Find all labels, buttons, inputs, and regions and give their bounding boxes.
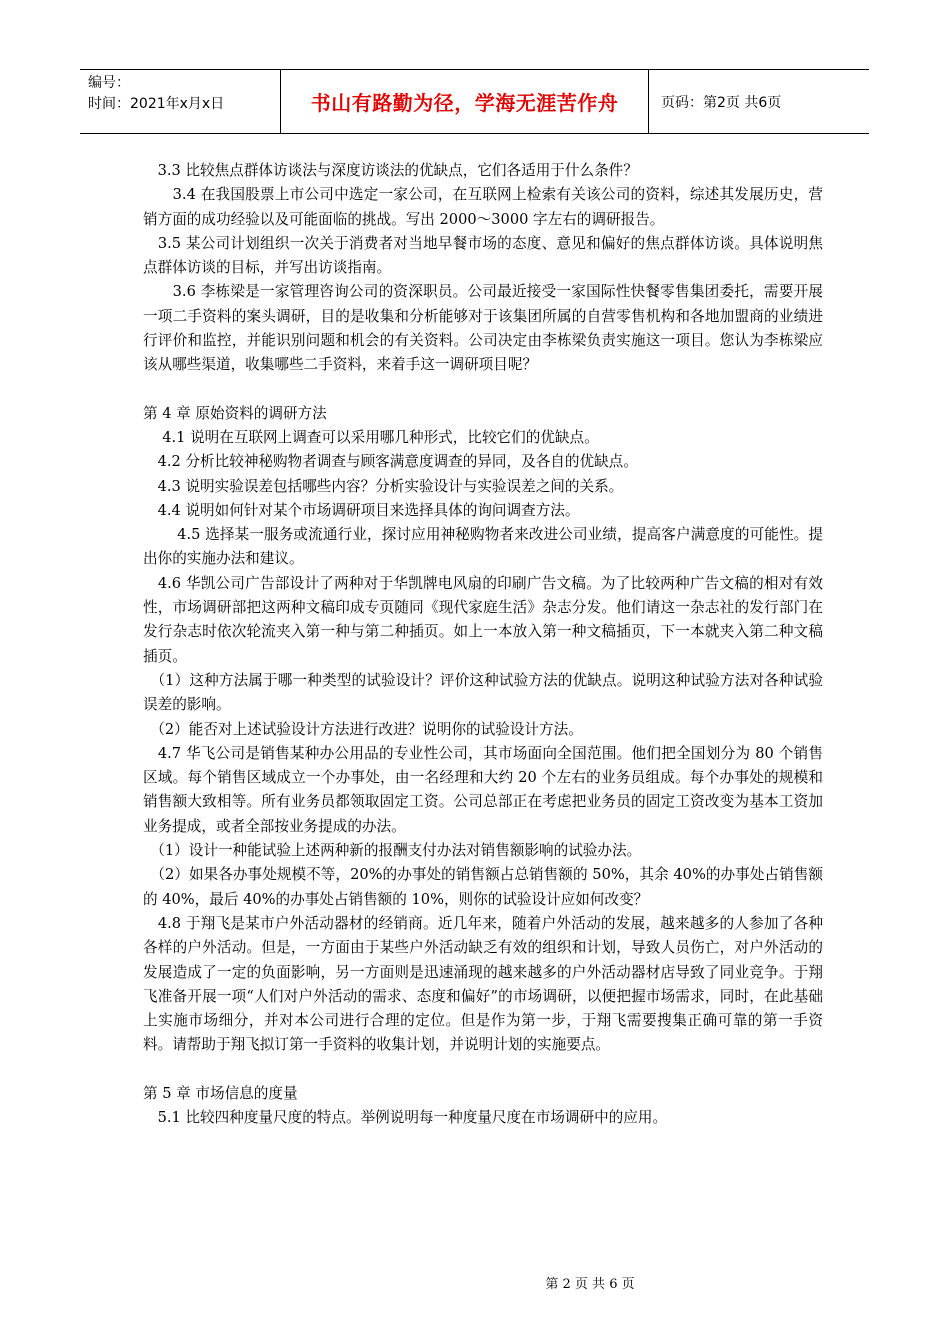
page-header — [80, 69, 869, 134]
header-motto-cell — [281, 70, 649, 133]
document-body — [143, 159, 823, 1130]
document-number-label: 编号： — [88, 75, 130, 91]
document-date: 时间：2021年x月x日 — [88, 96, 225, 112]
chapter-4-title: 第 4 章 原始资料的调研方法 — [143, 404, 327, 422]
paragraph: 3.4 在我国股票上市公司中选定一家公司，在互联网上检索有关该公司的资料，综述其发展历史，营销方面的成功经验以及可能面临的挑战。写出 2000～3000 字左右的调研报告。 — [143, 186, 823, 228]
paragraph: 4.1 说明在互联网上调查可以采用哪几种形式，比较它们的优缺点。 — [143, 428, 599, 446]
paragraph: 4.6 华凯公司广告部设计了两种对于华凯牌电风扇的印刷广告文稿。为了比较两种广告文稿的相对有效性，市场调研部把这两种文稿印成专页随同《现代家庭生活》杂志分发。他们请这一杂志社的发行部门在发行杂志时依次轮流夹入第一种与第二种插页。如上一本放入第一种文稿插页，下一本就夹入第二种文稿插页。 — [143, 574, 823, 665]
header-page-info: 页码：第2页 共6页 — [661, 94, 782, 111]
paragraph: （1）设计一种能试验上述两种新的报酬支付办法对销售额影响的试验办法。 — [143, 842, 642, 860]
paragraph: 4.3 说明实验误差包括哪些内容？分析实验设计与实验误差之间的关系。 — [143, 477, 624, 495]
paragraph: 4.5 选择某一服务或流通行业，探讨应用神秘购物者来改进公司业绩，提高客户满意度的可能性。提出你的实施办法和建议。 — [143, 526, 823, 568]
page-footer — [0, 1273, 950, 1292]
chapter-5-title: 第 5 章 市场信息的度量 — [143, 1084, 298, 1102]
paragraph: 4.8 于翔飞是某市户外活动器材的经销商。近几年来，随着户外活动的发展，越来越多的人参加了各种各样的户外活动。但是，一方面由于某些户外活动缺乏有效的组织和计划，导致人员伤亡，对户外活动的发展造成了一定的负面影响，另一方面则是迅速涌现的越来越多的户外活动器材店导致了同业竞争。于翔飞准备开展一项“人们对户外活动的需求、态度和偏好”的市场调研，以便把握市场需求，同时，在此基础上实施市场细分，并对本公司进行合理的定位。但是作为第一步，于翔飞需要搜集正确可靠的第一手资料。请帮助于翔飞拟订第一手资料的收集计划，并说明计划的实施要点。 — [143, 914, 823, 1054]
paragraph: 5.1 比较四种度量尺度的特点。举例说明每一种度量尺度在市场调研中的应用。 — [143, 1108, 668, 1126]
paragraph: （1）这种方法属于哪一种类型的试验设计？评价这种试验方法的优缺点。说明这种试验方法对各种试验误差的影响。 — [143, 671, 823, 714]
paragraph: （2）能否对上述试验设计方法进行改进？说明你的试验设计方法。 — [143, 720, 583, 738]
page-number: 第 2 页 共 6 页 — [545, 1277, 635, 1292]
paragraph: 3.3 比较焦点群体访谈法与深度访谈法的优缺点，它们各适用于什么条件？ — [143, 162, 638, 179]
paragraph: 4.4 说明如何针对某个市场调研项目来选择具体的询问调查方法。 — [143, 501, 580, 519]
header-meta — [80, 70, 281, 133]
paragraph: 4.7 华飞公司是销售某种办公用品的专业性公司，其市场面向全国范围。他们把全国划分为 80 个销售区域。每个销售区域成立一个办事处，由一名经理和大约 20 个左右的业务员组成。每个办事处的规模和销售额大致相等。所有业务员都领取固定工资。公司总部正在考虑把业务员的固定工资改变为基本工资加业务提成，或者全部按业务提成的办法。 — [143, 744, 823, 835]
paragraph: （2）如果各办事处规模不等，20%的办事处的销售额占总销售额的 50%，其余 40%的办事处占销售额的 40%，最后 40%的办事处占销售额的 10%，则你的试验设计应如何改变？ — [143, 866, 823, 908]
paragraph: 4.2 分析比较神秘购物者调查与顾客满意度调查的异同，及各自的优缺点。 — [143, 453, 638, 471]
header-motto: 书山有路勤为径，学海无涯苦作舟 — [310, 91, 619, 115]
paragraph: 3.5 某公司计划组织一次关于消费者对当地早餐市场的态度、意见和偏好的焦点群体访谈。具体说明焦点群体访谈的目标，并写出访谈指南。 — [143, 234, 823, 277]
paragraph: 3.6 李栋梁是一家管理咨询公司的资深职员。公司最近接受一家国际性快餐零售集团委托，需要开展一项二手资料的案头调研，目的是收集和分析能够对于该集团所属的自营零售机构和各地加盟商的业绩进行评价和监控，并能识别问题和机会的有关资料。公司决定由李栋梁负责实施这一项目。您认为李栋梁应该从哪些渠道，收集哪些二手资料，来着手这一调研项目呢？ — [143, 283, 823, 374]
